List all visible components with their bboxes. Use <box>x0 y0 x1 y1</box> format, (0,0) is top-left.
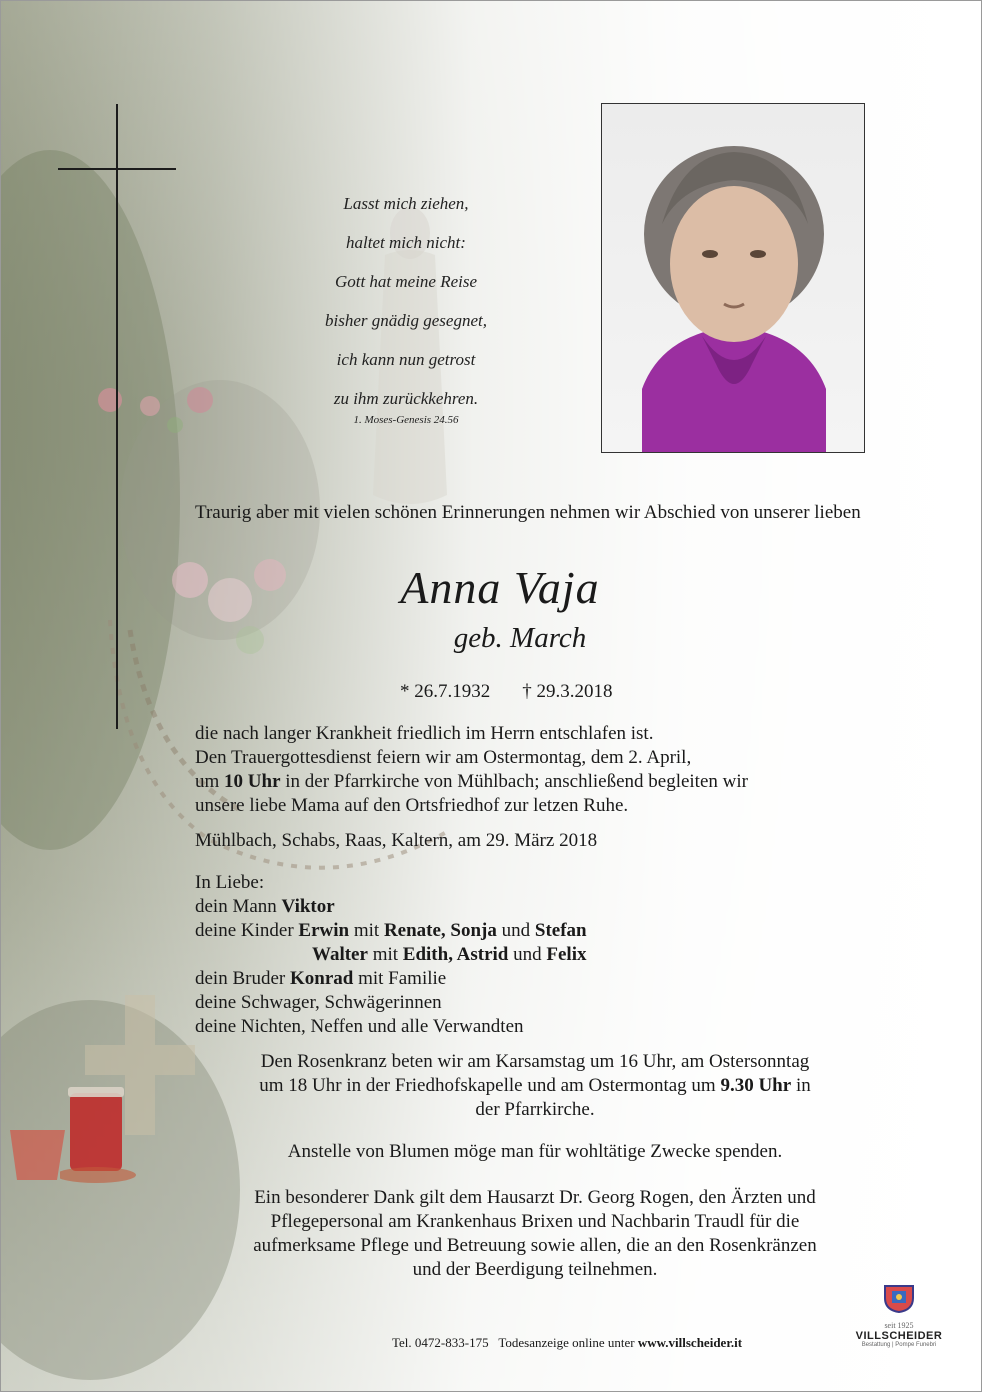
family-line <box>195 919 875 943</box>
family-name: Renate, Sonja <box>383 920 497 941</box>
funeral-home-logo <box>842 1282 956 1348</box>
place-date: Mühlbach, Schabs, Raas, Kaltern, am 29. März 2018 <box>195 830 598 851</box>
coat-of-arms-icon <box>879 1282 919 1314</box>
verse-line: Gott hat meine Reise <box>334 272 478 291</box>
thanks-line: Ein besonderer Dank gilt dem Hausarzt Dr. Georg Rogen, den Ärzten und <box>254 1187 816 1208</box>
service-paragraph <box>195 722 875 818</box>
service-time: 10 Uhr <box>224 771 281 792</box>
logo-subtitle: Bestattung | Pompe Funebri <box>861 1342 937 1348</box>
verse-line: zu ihm zurückkehren. <box>333 389 479 408</box>
verse-line: bisher gnädig gesegnet, <box>325 311 487 330</box>
verse-line: ich kann nun getrost <box>336 350 476 369</box>
intro-text: Traurig aber mit vielen schönen Erinnerungen nehmen wir Abschied von unserer lieben <box>195 502 861 523</box>
service-line: die nach langer Krankheit friedlich im Herrn entschlafen ist. <box>195 723 654 744</box>
family-text: deine Kinder <box>195 920 299 941</box>
verse-line: haltet mich nicht: <box>346 233 466 252</box>
bible-verse <box>282 184 530 428</box>
footer-url-link[interactable]: www.villscheider.it <box>637 1335 743 1350</box>
rosary-paragraph <box>195 1050 875 1122</box>
family-name: Edith, Astrid <box>402 944 509 965</box>
logo-name: VILLSCHEIDER <box>855 1330 943 1342</box>
family-line: deine Nichten, Neffen und alle Verwandten <box>195 1016 524 1037</box>
footer-contact <box>392 1334 742 1352</box>
family-list <box>195 871 875 1039</box>
portrait-figure <box>602 104 865 453</box>
death-date: † 29.3.2018 <box>522 681 613 702</box>
thanks-line: und der Beerdigung teilnehmen. <box>412 1259 658 1280</box>
rosary-text: in <box>791 1075 811 1096</box>
family-name: Walter <box>312 944 368 965</box>
rosary-line: Den Rosenkranz beten wir am Karsamstag um 16 Uhr, am Ostersonntag <box>260 1051 810 1072</box>
family-name: Erwin <box>298 920 350 941</box>
service-text: um <box>195 771 225 792</box>
thanks-paragraph <box>195 1186 875 1282</box>
logo-since: seit 1925 <box>884 1321 914 1330</box>
wooden-cross-decoration <box>80 990 200 1140</box>
family-name: Viktor <box>281 896 335 917</box>
family-name: Felix <box>546 944 587 965</box>
family-line: deine Schwager, Schwägerinnen <box>195 992 442 1013</box>
thanks-line: Pflegepersonal am Krankenhaus Brixen und Nachbarin Traudl für die <box>270 1211 800 1232</box>
rosary-line <box>195 1074 875 1098</box>
family-text: mit <box>367 944 403 965</box>
family-text: dein Mann <box>195 896 282 917</box>
cross-vertical-bar <box>116 104 118 729</box>
cross-horizontal-bar <box>58 168 176 170</box>
family-name: Stefan <box>534 920 587 941</box>
birth-date: * 26.7.1932 <box>400 681 491 702</box>
thanks-line: aufmerksame Pflege und Betreuung sowie allen, die an den Rosenkränzen <box>253 1235 817 1256</box>
flower-pot <box>5 1120 75 1190</box>
service-line: unsere liebe Mama auf den Ortsfriedhof zur letzen Ruhe. <box>195 795 629 816</box>
family-text: mit Familie <box>353 968 447 989</box>
verse-line: Lasst mich ziehen, <box>343 194 469 213</box>
flower-decoration <box>80 370 240 450</box>
rosary-line: der Pfarrkirche. <box>475 1099 595 1120</box>
rosary-text: um 18 Uhr in der Friedhofskapelle und am Ostermontag um <box>259 1075 721 1096</box>
verse-reference: 1. Moses-Genesis 24.56 <box>353 414 459 426</box>
service-line: Den Trauergottesdienst feiern wir am Ostermontag, dem 2. April, <box>195 747 692 768</box>
service-text: in der Pfarrkirche von Mühlbach; anschließend begleiten wir <box>280 771 748 792</box>
footer-online-text: Todesanzeige online unter <box>498 1335 638 1350</box>
family-text: dein Bruder <box>195 968 290 989</box>
portrait-photo <box>601 103 865 453</box>
life-dates <box>400 680 613 704</box>
maiden-name: geb. March <box>453 622 587 654</box>
family-line <box>195 895 875 919</box>
flowers-note: Anstelle von Blumen möge man für wohltätige Zwecke spenden. <box>287 1141 783 1162</box>
family-line <box>195 943 875 967</box>
family-text: und <box>508 944 547 965</box>
family-heading: In Liebe: <box>195 872 265 893</box>
family-text: und <box>496 920 535 941</box>
family-name: Konrad <box>289 968 354 989</box>
family-text: mit <box>349 920 384 941</box>
deceased-name: Anna Vaja <box>400 562 600 613</box>
rosary-time: 9.30 Uhr <box>720 1075 792 1096</box>
service-line <box>195 770 875 794</box>
family-line <box>195 967 875 991</box>
footer-phone: Tel. 0472-833-175 <box>392 1335 489 1350</box>
